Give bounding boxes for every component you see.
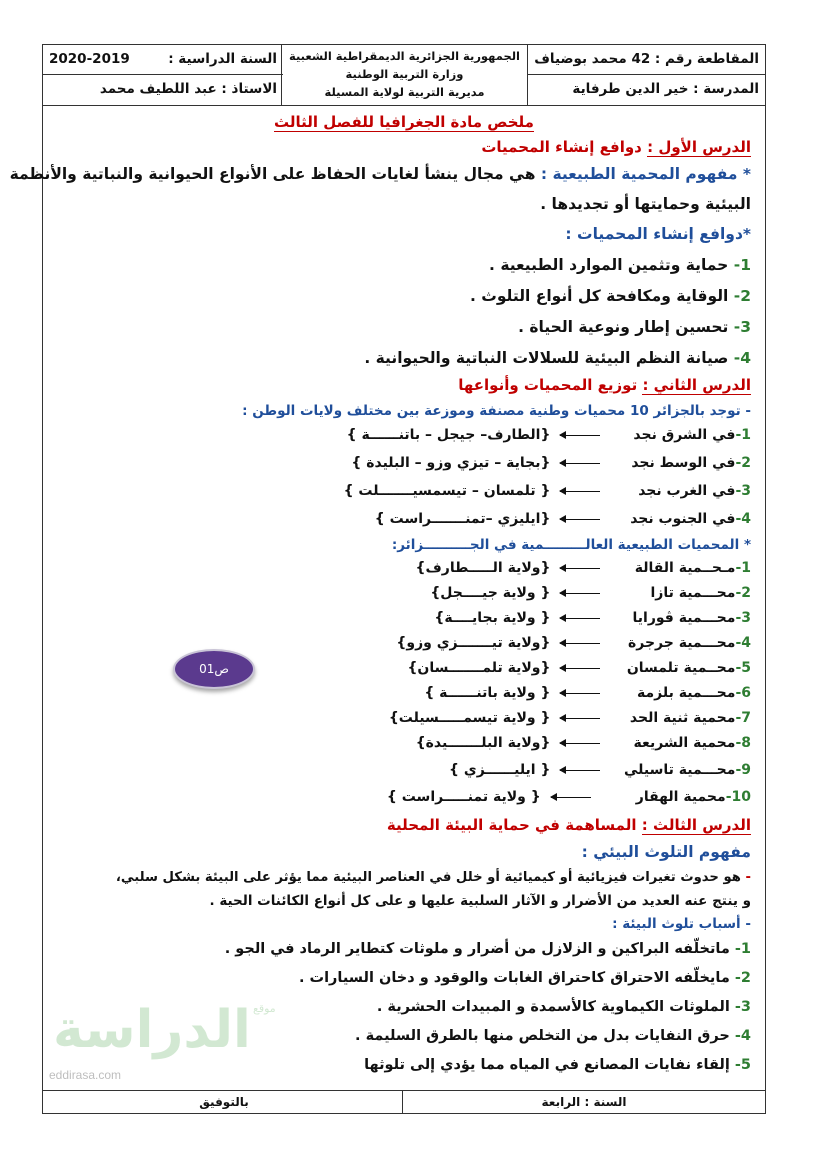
teacher-label: الاستاذ : عبد اللطيف محمد	[99, 81, 277, 97]
footer-closing: بالتوفيق	[199, 1095, 249, 1109]
ministry-label: وزارة التربية الوطنية	[345, 67, 464, 81]
header-right-column	[527, 45, 765, 105]
arrow-left-icon	[560, 593, 600, 594]
lesson3-concept-text1: - هو حدوث تغيرات فيزيائية أو كيميائية أو خلل في العناصر البيئية مما يؤثر على البيئة بشكل سلبي،	[115, 870, 751, 885]
reserve-row: 10-محمية الهقار{ ولاية تمنـــــراست }	[386, 789, 751, 805]
header-table	[43, 45, 765, 106]
arrow-left-icon	[560, 435, 600, 436]
reserve-row: 5-محــمية تلمسان{ولاية تلمـــــــسان}	[407, 660, 751, 676]
list-item: 3- تحسين إطار ونوعية الحياة .	[518, 318, 751, 336]
watermark-arabic: الدراسة	[53, 1000, 251, 1060]
watermark-site: eddirasa.com	[49, 1068, 122, 1082]
list-item: 1- ماتخلّفه البراكين و الزلازل من أضرار و ملوثات كتطاير الرماد في الجو .	[224, 941, 751, 957]
reserve-row: 6-محـــمية بلزمة{ ولاية باتنــــــة }	[424, 685, 751, 701]
republic-label: الجمهورية الجزائرية الديمقراطية الشعبية	[288, 49, 520, 63]
lesson3-concept-text2: و ينتج عنه العديد من الأضرار و الآثار السلبية عليها و على كل أنواع الكائنات الحية .	[209, 893, 751, 909]
arrow-left-icon	[560, 743, 600, 744]
list-item: 2- الوقاية ومكافحة كل أنواع التلوث .	[469, 287, 751, 305]
lesson3-label: الدرس الثالث :	[641, 816, 751, 834]
header-center-column	[281, 45, 527, 105]
lesson1-title: دوافع إنشاء المحميات	[481, 138, 642, 156]
reserve-row: 3-محـــمية ڤورايا{ ولاية بجايــــة}	[434, 610, 751, 626]
list-item: 3- الملوثات الكيماوية كالأسمدة و المبيدات الحشرية .	[376, 999, 751, 1015]
arrow-left-icon	[560, 568, 600, 569]
document-sheet	[9, 44, 766, 1114]
region-row: 3-في الغرب نجد{ تلمسان – تيسمسيـــــــلت }	[343, 483, 751, 499]
directorate-label: مديرية التربية لولاية المسيلة	[324, 85, 485, 99]
lesson1-concept-line1	[9, 165, 751, 183]
arrow-left-icon	[560, 618, 600, 619]
arrow-left-icon	[551, 797, 591, 798]
region-row: 1-في الشرق نجد{الطارف– جيجل – باتنــــــة }	[346, 427, 751, 443]
footer-table	[43, 1090, 765, 1113]
list-item: 4- صيانة النظم البيئية للسلالات النباتية والحيوانية .	[364, 349, 751, 367]
watermark-logo	[43, 1000, 303, 1090]
arrow-left-icon	[560, 643, 600, 644]
lesson2-label: الدرس الثاني :	[642, 376, 751, 394]
lesson2-title: توزيع المحميات وأنواعها	[458, 376, 638, 394]
reserve-row: 9-محـــمية تاسيلي{ ايليــــــزي }	[449, 762, 751, 778]
lesson1-concept-text2: البيئية وحمايتها أو تجديدها .	[540, 195, 751, 213]
school-label: المدرسة : خير الدين طرفاية	[572, 81, 759, 97]
lesson2-heading	[55, 376, 751, 394]
lesson1-concept-text1: هي مجال ينشأ لغايات الحفاظ على الأنواع الحيوانية والنباتية والأنظمة	[9, 165, 536, 183]
region-row: 4-في الجنوب نجد{ايليزي –تمنـــــــراست }	[374, 511, 751, 527]
list-item: 2- مايخلّفه الاحتراق كاحتراق الغابات والوقود و دخان السيارات .	[298, 970, 751, 986]
page-title: ملخص مادة الجغرافيا للفصل الثالث	[274, 113, 534, 131]
lesson3-concept-label: مفهوم التلوث البيئي :	[581, 843, 751, 861]
region-row: 2-في الوسط نجد{بجاية – تيزي وزو – البليدة }	[351, 455, 751, 471]
reserve-row: 8-محمية الشريعة{ولاية البلـــــــيدة}	[415, 735, 751, 751]
watermark-tag: موقع	[253, 1002, 276, 1015]
arrow-left-icon	[560, 668, 600, 669]
lesson3-causes-label: - أسباب تلوث البيئة :	[612, 916, 751, 932]
arrow-left-icon	[560, 693, 600, 694]
natural-reserves-label: * المحميات الطبيعية العالـــــــــمية في الجــــــــــزائر:	[391, 537, 751, 553]
lesson3-title: المساهمة في حماية البيئة المحلية	[386, 816, 637, 834]
reserve-row: 7-محمية ثنية الحد{ ولاية تيسمـــــسيلت}	[388, 710, 751, 726]
school-year-value: 2020-2019	[49, 51, 130, 67]
arrow-left-icon	[560, 770, 600, 771]
lesson1-motives-label: *دوافع إنشاء المحميات :	[565, 225, 751, 243]
arrow-left-icon	[560, 718, 600, 719]
lesson1-label: الدرس الأول :	[647, 138, 751, 156]
reserve-row: 2-محـــمية تازا{ ولاية جيــــجل}	[430, 585, 751, 601]
lesson2-intro: - توجد بالجزائر 10 محميات وطنية مصنفة وموزعة بين مختلف ولايات الوطن :	[242, 403, 751, 419]
school-year-label: السنة الدراسية :	[168, 51, 277, 67]
list-item: 1- حماية وتثمين الموارد الطبيعية .	[489, 256, 751, 274]
lesson1-concept-label: * مفهوم المحمية الطبيعية :	[540, 165, 751, 183]
reserve-row: 1-مـحــمية القالة{ولاية الـــــطارف}	[415, 560, 751, 576]
footer-level: السنة : الرابعة	[402, 1091, 765, 1113]
list-item: 4- حرق النفايات بدل من التخلص منها بالطرق السليمة .	[355, 1028, 751, 1044]
lesson1-heading	[55, 138, 751, 156]
arrow-left-icon	[560, 519, 600, 520]
lesson3-heading	[55, 816, 751, 834]
page-number-badge: ص01	[173, 649, 255, 689]
header-left-column	[43, 45, 283, 105]
district-label: المقاطعة رقم : 42 محمد بوضياف	[528, 45, 765, 75]
arrow-left-icon	[560, 491, 600, 492]
school-year	[43, 45, 283, 75]
list-item: 5- إلقاء نفايات المصانع في المياه مما يؤدي إلى تلوثها	[364, 1057, 751, 1073]
reserve-row: 4-محـــمية جرجرة{ولاية تيـــــــزي وزو}	[396, 635, 751, 651]
arrow-left-icon	[560, 463, 600, 464]
